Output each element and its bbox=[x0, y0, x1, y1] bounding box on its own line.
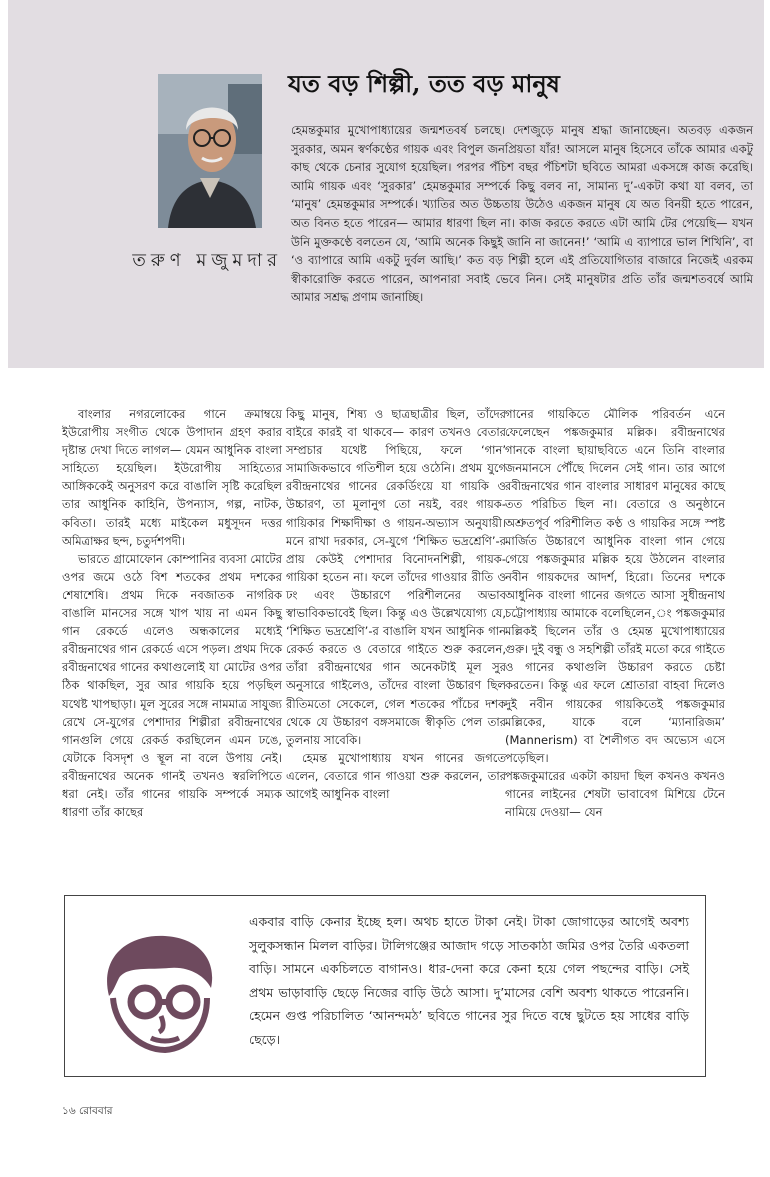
anecdote-box bbox=[64, 895, 706, 1077]
header-panel bbox=[8, 0, 764, 368]
article-title: যত বড় শিল্পী, তত বড় মানুষ bbox=[288, 69, 560, 98]
body-paragraph: বাংলার নগরলোকের গানে ক্রমাম্বয়ে ইউরোপীয় সংগীত থেকে উপাদান গ্রহণ করার দৃষ্টান্ত দেখা দিতে লাগল— যেমন আধুনিক বাংলা সাহিত্যে হয়েছিল। ইউরোপীয় সাহিত্যের আঙ্গিককেই অনুসরণ করে বাঙালি সৃষ্টি করেছিল তার আধুনিক কাহিনি, উপন্যাস, গল্প, নাটক, কবিতা। তারই মধ্যে মাইকেল মধুসূদন দত্তর অমিত্রাক্ষর ছন্দ, চতুর্দশপদী। bbox=[62, 407, 282, 548]
body-paragraph: কিছু মানুষ, শিষ্য ও ছাত্রছাত্রীর ছিল, তাঁদের বাইরে কারই বা থাকবে— কারণ তখনও বেতার সম্প্রচার যথেষ্ট পিছিয়ে, ফলে ‘গান’ সামাজিকভাবে গতিশীল হয়ে ওঠেনি। প্রথম যুগে রবীন্দ্রনাথের গানের রেকর্ডিংয়ে যা গায়কি ও উচ্চারণ, তা মূলানুগ তো নয়ই, বরং গায়ক-গায়িকার শিক্ষাদীক্ষা ও গায়ন-অভ্যাস অনুযায়ী। মনে রাখা দরকার, সে-যুগে ‘শিক্ষিত ভদ্রশ্রেণি’-র প্রায় কেউই পেশাদার বিনোদনশিল্পী, গায়ক-গায়িকা হতেন না। ফলে তাঁদের গাওয়ার রীতি ও ঢং এবং উচ্চারণে পরিশীলনের অভাব স্বাভাবিকভাবেই ছিল। কিন্তু এও উল্লেখযোগ্য যে, ‘শিক্ষিত ভদ্রশ্রেণি’-র বাঙালি যখন আধুনিক গান রেকর্ড করতে ও বেতারে গাইতে শুরু করলেন, তাঁরা রবীন্দ্রনাথের গান অনেকটাই মূল সুর অনুসারে গাইলেও, তাঁদের বাংলা উচ্চারণ ছিল রীতিমতো সেকেলে, গেল শতকের পাঁচের দশক থেকে যে উচ্চারণ বঙ্গসমাজে স্বীকৃতি পেল তার তুলনায় সাবেকি। bbox=[286, 407, 506, 747]
article-column-3 bbox=[505, 405, 725, 821]
author-photo-illustration bbox=[158, 74, 262, 228]
body-paragraph: গানের গায়কিতে মৌলিক পরিবর্তন এনে ফেলেছেন পঙ্কজকুমার মল্লিক। রবীন্দ্রনাথের গানকে বাংলা ছায়াছবিতে এনে তিনি বাংলার জনমানসে পৌঁছে দিলেন সেই গান। তার আগে রবীন্দ্রনাথের গান বাংলার সাধারণ মানুষের কাছে তত পরিচিত ছিল না। বেতারে ও অনুষ্ঠানে অশ্রুতপূর্ব পরিশীলিত কণ্ঠ ও গায়কির সঙ্গে স্পষ্ট মার্জিত উচ্চারণে আধুনিক বাংলা গান গেয়ে গেয়ে পঙ্কজকুমার মল্লিক হয়ে উঠলেন বাংলার নবীন গায়কদের আদর্শ, হিরো। তিনের দশকে আধুনিক বাংলা গানের জগতে আসা সুধীন্দ্রনাথ চট্টোপাধ্যায় আমাকে বলেছিলেন,ং পঙ্কজকুমার মল্লিকই ছিলেন তাঁর ও হেমন্ত মুখোপাধ্যায়ের গুরু। দুই বন্ধু ও সহশিল্পী তাঁরই মতো করে গাইতে ও গানের কথাগুলি উচ্চারণ করতে চেষ্টা করতেন। কিন্তু এর ফলে শ্রোতারা বাহবা দিলেও দুই নবীন গায়কের গায়কিতেই পঙ্কজকুমার মল্লিকের, যাকে বলে ‘ম্যানারিজম’ (Mannerism) বা শৈলীগত বদ অভ্যেস এসে পড়েছিল। bbox=[505, 407, 725, 765]
intro-paragraph: হেমন্তকুমার মুখোপাধ্যায়ের জন্মশতবর্ষ চলছে। দেশজুড়ে মানুষ শ্রদ্ধা জানাচ্ছেন। অতবড় একজন সুরকার, অমন স্বর্ণকণ্ঠের গায়ক এবং বিপুল জনপ্রিয়তা যাঁর! আসলে মানুষ হিসেবে তাঁকে আমার একটু কাছ থেকে চেনার সুযোগ হয়েছিল। পরপর পঁচিশ বছর পঁচিশটা ছবিতে আমরা একসঙ্গে কাজ করেছি। আমি গায়ক এবং ‘সুরকার’ হেমন্তকুমার সম্পর্কে কিছু বলব না, সামান্য দু’-একটা কথা যা বলব, তা ‘মানুষ’ হেমন্তকুমার সম্পর্কে। খ্যাতির অত উচ্চতায় উঠেও একজন মানুষ যে অত বিনয়ী হতে পারেন, অত বিনত হতে পারেন— আমার ধারণা ছিল না। কাজ করতে করতে এটা আমি টের পেয়েছি— যখন উনি মুক্তকণ্ঠে বলতেন যে, ‘আমি অনেক কিছুই জানি না জানেন!’ ‘আমি এ ব্যাপারে ভাল শিখিনি’, বা ‘ও ব্যাপারে আমি একটু দুর্বল আছি।’ কত বড় শিল্পী হলে এই প্রতিযোগিতার বাজারে নিজেই এরকম স্বীকারোক্তি করতে পারেন, আপনারা সবাই ভেবে নিন। সেই মানুষটার প্রতি তাঁর জন্মশতবর্ষে আমি আমার সশ্রদ্ধ প্রণাম জানাচ্ছি। bbox=[291, 123, 753, 305]
anecdote-text: একবার বাড়ি কেনার ইচ্ছে হল। অথচ হাতে টাকা নেই। টাকা জোগাড়ের আগেই অবশ্য সুলুকসন্ধান মিলল বাড়ির। টালিগঞ্জের আজাদ গড়ে সাতকাঠা জমির ওপর তৈরি একতলা বাড়ি। সামনে একচিলতে বাগানও। ধার-দেনা করে কেনা হয়ে গেল পছন্দের বাড়ি। সেই প্রথম ভাড়াবাড়ি ছেড়ে নিজের বাড়ি উঠে আসা। দু’মাসের বেশি অবশ্য থাকতে পারেননি। হেমেন গুপ্ত পরিচালিত ‘আনন্দমঠ’ ছবিতে গানের সুর দিতে বম্বে ছুটতে হয় সাধের বাড়ি ছেড়ে। bbox=[249, 914, 689, 1047]
page-footer: ১৬ রোববার bbox=[62, 1105, 113, 1117]
article-column-2 bbox=[286, 405, 506, 803]
author-name: তরুণ মজুমদার bbox=[132, 250, 282, 271]
body-paragraph: হেমন্ত মুখোপাধ্যায় যখন গানের জগতে এলেন, বেতারে গান গাওয়া শুরু করলেন, তার আগেই আধুনিক বাংলা bbox=[286, 750, 506, 801]
portrait-sketch bbox=[79, 926, 229, 1056]
body-paragraph: ভারতে গ্রামোফোন কোম্পানির ব্যবসা মোটের ওপর জমে ওঠে বিশ শতকের প্রথম দশকের শেষাশেষি। প্রথম দিকে নবজাতক নাগরিক বাঙালি মানসের সঙ্গে খাপ খায় না এমন কিছু গান রেকর্ডে এলেও অন্ধকালের মধ্যেই রবীন্দ্রনাথের গান রেকর্ডে এসে পড়ল। প্রথম দিকে রবীন্দ্রনাথের গানের কথাগুলোই যা মোটের ওপর ঠিক থাকছিল, সুর আর গায়কি হয়ে পড়ছিল যথেষ্ট খাপছাড়া। মূল সুরের সঙ্গে নামমাত্র সাযুজ্য রেখে সে-যুগের পেশাদার শিল্পীরা রবীন্দ্রনাথের গানগুলি গেয়ে রেকর্ড করছিলেন এমন ঢঙে, যেটাকে বিসদৃশ ও স্থূল না বলে উপায় নেই। রবীন্দ্রনাথের অনেক গানই তখনও স্বরলিপিতে ধরা নেই। তাঁর গানের গায়কি সম্পর্কে সম্যক ধারণা তাঁর কাছের bbox=[62, 551, 282, 820]
author-photo bbox=[158, 74, 262, 228]
article-column-1 bbox=[62, 405, 282, 821]
body-paragraph: পঙ্কজকুমারের একটা কায়দা ছিল কখনও কখনও গানের লাইনের শেষটা ভাবাবেগ মিশিয়ে টেনে নামিয়ে দেওয়া— যেন bbox=[505, 768, 725, 820]
